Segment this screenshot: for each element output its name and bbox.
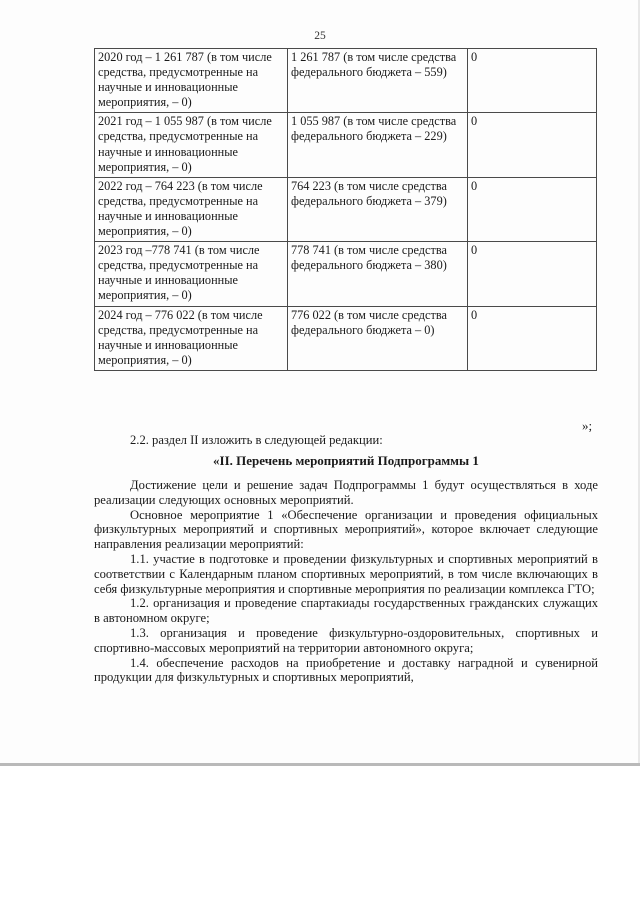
table-row (95, 177, 597, 241)
other-sources-cell: 0 (468, 242, 597, 306)
paragraph: 1.3. организация и проведение физкультурно-оздоровительных, спортивных и спортивно-массовых мероприятий на территории автономного округа; (94, 625, 598, 655)
paragraph: Основное мероприятие 1 «Обеспечение организации и проведения официальных физкультурных мероприятий и спортивных мероприятий», которое включает следующие направления реализации мероприятий: (94, 507, 598, 552)
paragraph: 1.1. участие в подготовке и проведении физкультурных и спортивных мероприятий в соответствии с Календарным планом спортивных мероприятий, в том числе включающих в себя физкультурные мероприятия и спортивные мероприятия по реализации комплекса ГТО; (94, 551, 598, 596)
paragraph: 1.2. организация и проведение спартакиады государственных гражданских служащих в автономном округе; (94, 596, 598, 626)
table-row (95, 113, 597, 177)
other-sources-cell: 0 (468, 113, 597, 177)
year-total-cell: 2022 год – 764 223 (в том числе средства, предусмотренные на научные и инновационные мероприятия, – 0) (95, 177, 288, 241)
table-row (95, 49, 597, 113)
other-sources-cell: 0 (468, 177, 597, 241)
district-budget-cell: 778 741 (в том числе средства федерального бюджета – 380) (288, 242, 468, 306)
page-number: 25 (314, 30, 326, 42)
district-budget-cell: 1 261 787 (в том числе средства федерального бюджета – 559) (288, 49, 468, 113)
district-budget-cell: 764 223 (в том числе средства федерального бюджета – 379) (288, 177, 468, 241)
other-sources-cell: 0 (468, 306, 597, 370)
section-heading: «II. Перечень мероприятий Подпрограммы 1 (213, 453, 479, 468)
table-row (95, 242, 597, 306)
year-total-cell: 2021 год – 1 055 987 (в том числе средства, предусмотренные на научные и инновационные мероприятия, – 0) (95, 113, 288, 177)
closing-quote: »; (582, 418, 593, 433)
amendment-instruction: 2.2. раздел II изложить в следующей редакции: (130, 433, 383, 447)
year-total-cell: 2023 год –778 741 (в том числе средства, предусмотренные на научные и инновационные мероприятия, – 0) (95, 242, 288, 306)
paragraph: 1.4. обеспечение расходов на приобретение и доставку наградной и сувенирной продукции для физкультурных и спортивных мероприятий, (94, 655, 598, 685)
year-total-cell: 2020 год – 1 261 787 (в том числе средства, предусмотренные на научные и инновационные мероприятия, – 0) (95, 49, 288, 113)
year-total-cell: 2024 год – 776 022 (в том числе средства, предусмотренные на научные и инновационные мероприятия, – 0) (95, 306, 288, 370)
district-budget-cell: 776 022 (в том числе средства федерального бюджета – 0) (288, 306, 468, 370)
body-text (94, 478, 598, 685)
table-row (95, 306, 597, 370)
district-budget-cell: 1 055 987 (в том числе средства федерального бюджета – 229) (288, 113, 468, 177)
budget-table (94, 48, 597, 371)
paragraph: Достижение цели и решение задач Подпрограммы 1 будут осуществляться в ходе реализации следующих основных мероприятий. (94, 478, 598, 507)
other-sources-cell: 0 (468, 49, 597, 113)
